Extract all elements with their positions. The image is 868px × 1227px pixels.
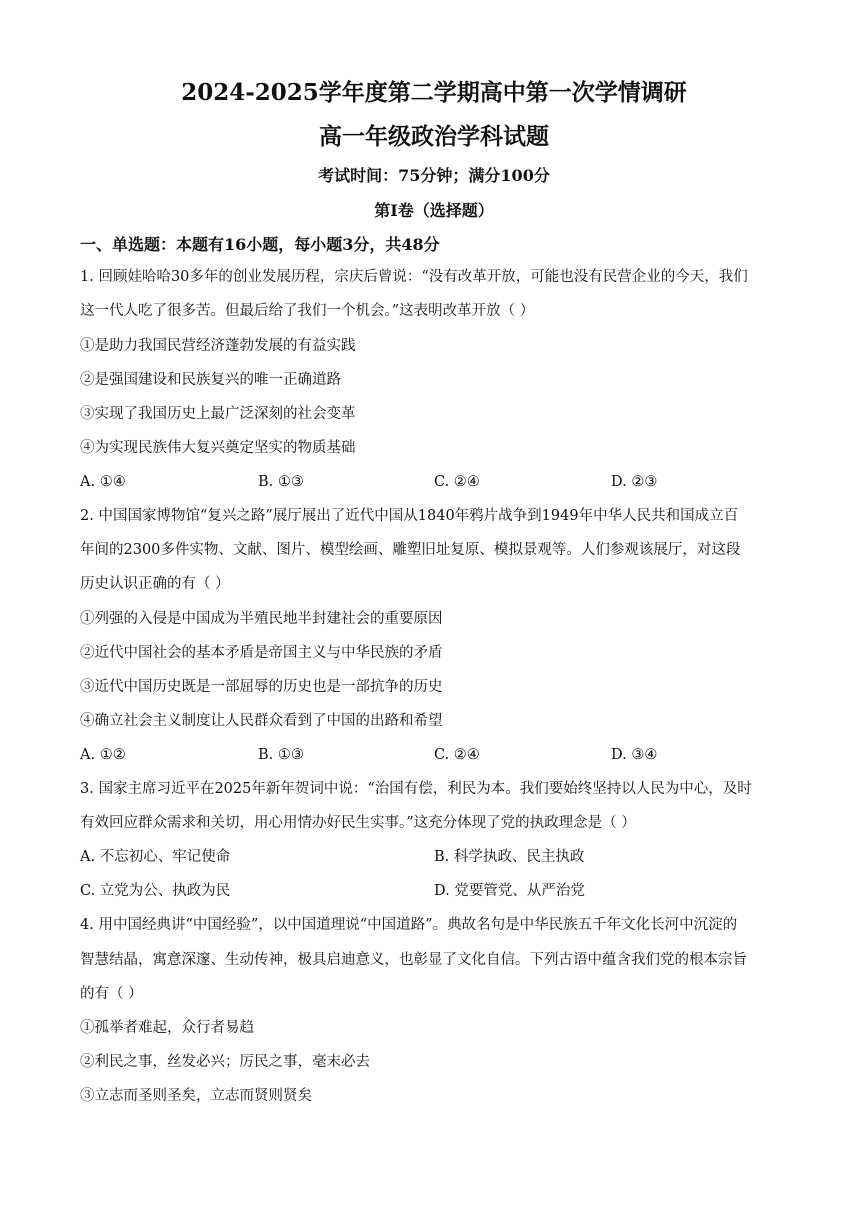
q3-option-a: A. 不忘初心、牢记使命: [80, 849, 231, 865]
volume-heading: 第Ⅰ卷（选择题）: [374, 201, 494, 220]
q2-statement-4: ④确立社会主义制度让人民群众看到了中国的出路和希望: [80, 713, 443, 729]
q3-option-b: B. 科学执政、民主执政: [434, 849, 585, 865]
exam-title-line1: 2024-2025学年度第二学期高中第一次学情调研: [181, 79, 687, 106]
exam-info: 考试时间：75分钟；满分100分: [318, 166, 550, 185]
q2-stem-line2: 年间的2300多件实物、文献、图片、模型绘画、雕塑旧址复原、模拟景观等。人们参观该展厅，对这段: [80, 542, 741, 558]
q4-stem-line1: 4. 用中国经典讲“中国经验”，以中国道理说“中国道路”。典故名句是中华民族五千年文化长河中沉淀的: [80, 917, 738, 933]
q1-option-a: A. ①④: [80, 474, 126, 490]
q1-statement-2: ②是强国建设和民族复兴的唯一正确道路: [80, 372, 341, 388]
q1-statement-3: ③实现了我国历史上最广泛深刻的社会变革: [80, 406, 356, 422]
exam-title-line2: 高一年级政治学科试题: [319, 123, 549, 150]
q2-option-d: D. ③④: [611, 747, 658, 763]
q1-option-b: B. ①③: [258, 474, 304, 490]
q3-stem-line2: 有效回应群众需求和关切，用心用情办好民生实事。”这充分体现了党的执政理念是（ ）: [80, 815, 636, 831]
q3-option-d: D. 党要管党、从严治党: [434, 883, 585, 899]
q3-stem-line1: 3. 国家主席习近平在2025年新年贺词中说：“治国有偿，利民为本。我们要始终坚持以人民为中心，及时: [80, 781, 752, 797]
q1-statement-1: ①是助力我国民营经济蓬勃发展的有益实践: [80, 338, 356, 354]
q3-option-c: C. 立党为公、执政为民: [80, 883, 231, 899]
q1-stem-line2: 这一代人吃了很多苦。但最后给了我们一个机会。”这表明改革开放（ ）: [80, 303, 535, 319]
q4-statement-3: ③立志而圣则圣矣，立志而贤则贤矣: [80, 1088, 312, 1104]
q2-stem-line1: 2. 中国国家博物馆“复兴之路”展厅展出了近代中国从1840年鸦片战争到1949年中华人民共和国成立百: [80, 508, 739, 524]
q2-statement-1: ①列强的入侵是中国成为半殖民地半封建社会的重要原因: [80, 611, 443, 627]
q2-option-c: C. ②④: [434, 747, 480, 763]
q2-statement-2: ②近代中国社会的基本矛盾是帝国主义与中华民族的矛盾: [80, 645, 443, 661]
q1-option-c: C. ②④: [434, 474, 480, 490]
q1-option-d: D. ②③: [611, 474, 658, 490]
section-heading: 一、单选题：本题有16小题，每小题3分，共48分: [80, 235, 440, 254]
q2-statement-3: ③近代中国历史既是一部屈辱的历史也是一部抗争的历史: [80, 679, 443, 695]
q4-stem-line2: 智慧结晶，寓意深邃、生动传神，极具启迪意义，也彰显了文化自信。下列古语中蕴含我们党的根本宗旨: [80, 952, 747, 968]
q2-option-b: B. ①③: [258, 747, 304, 763]
q2-stem-line3: 历史认识正确的有（ ）: [80, 576, 230, 592]
q2-option-a: A. ①②: [80, 747, 126, 763]
q1-stem-line1: 1. 回顾娃哈哈30多年的创业发展历程，宗庆后曾说：“没有改革开放，可能也没有民营企业的今天，我们: [80, 269, 748, 285]
q4-statement-2: ②利民之事，丝发必兴；厉民之事，毫末必去: [80, 1054, 370, 1070]
q1-statement-4: ④为实现民族伟大复兴奠定坚实的物质基础: [80, 440, 356, 456]
q4-stem-line3: 的有（ ）: [80, 986, 143, 1002]
q4-statement-1: ①孤举者难起，众行者易趋: [80, 1020, 254, 1036]
